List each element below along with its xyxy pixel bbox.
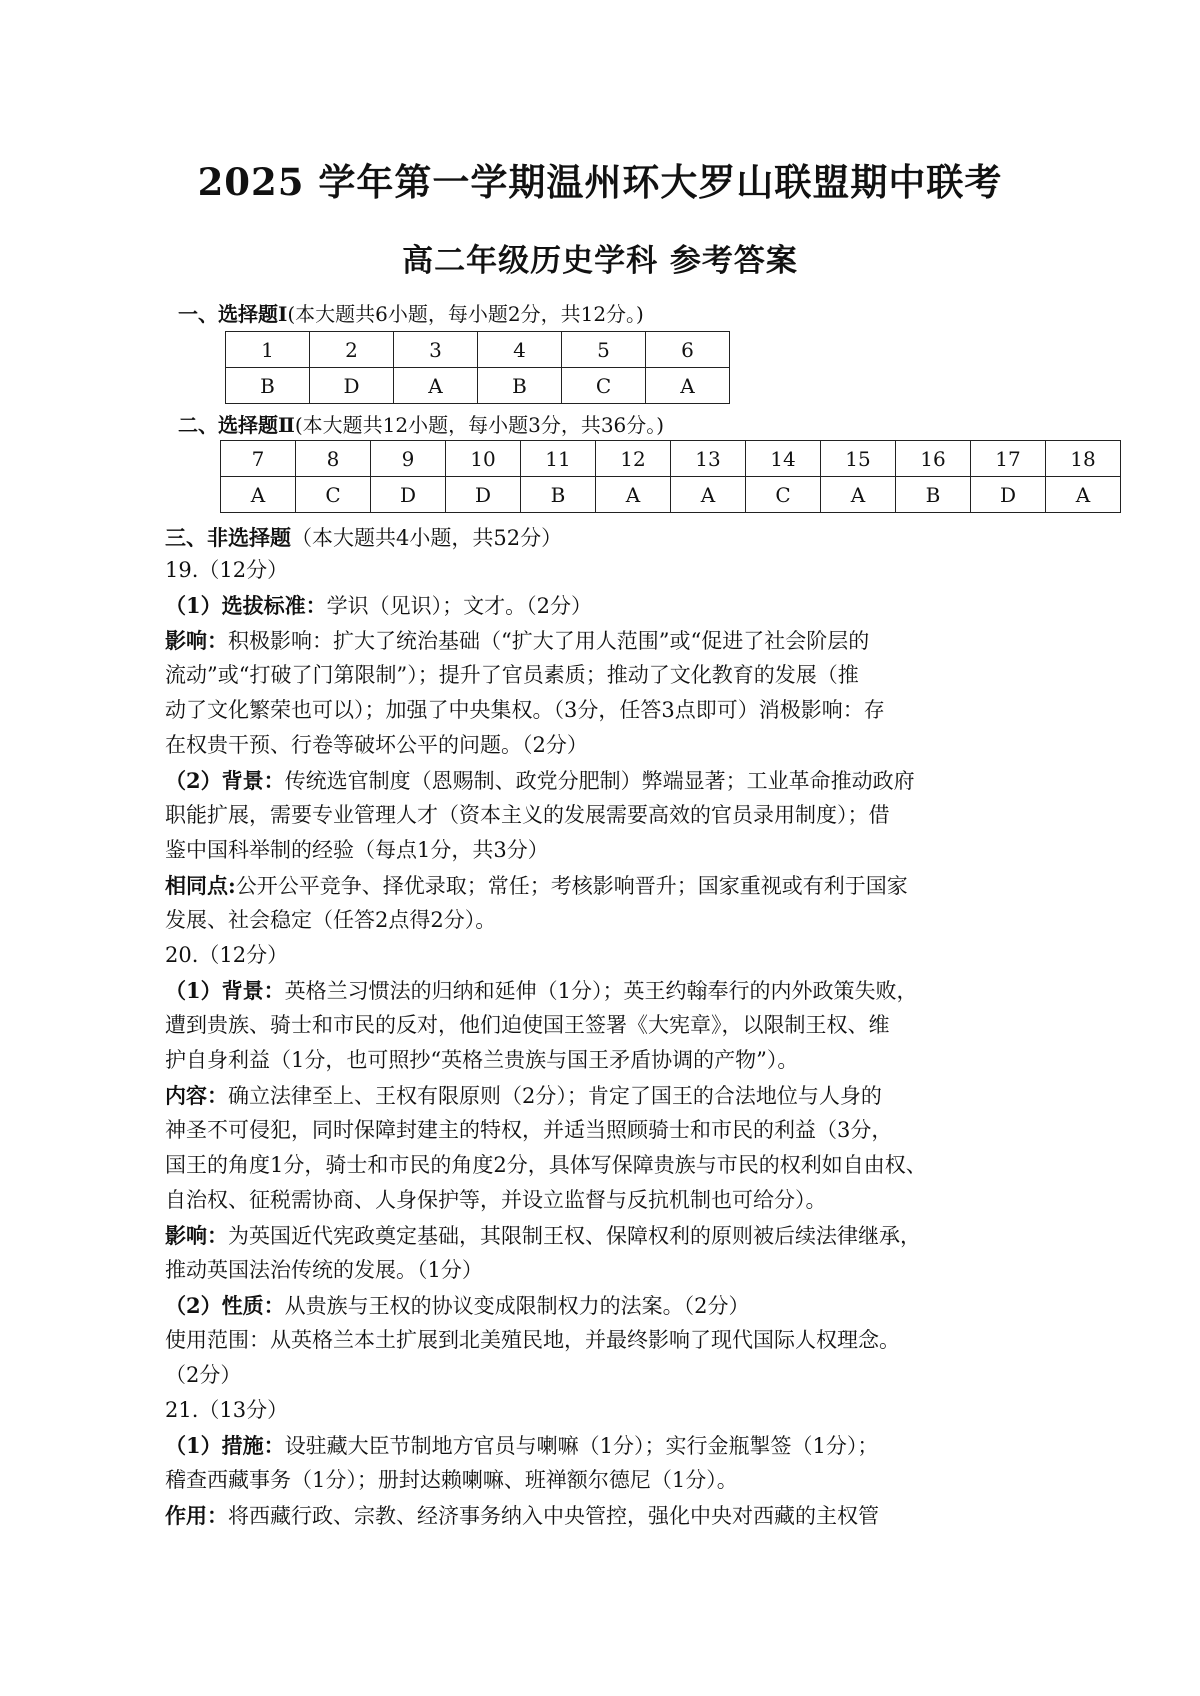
section2-answer-cell: B — [521, 477, 596, 513]
answer-line-text: 学识（见识）；文才。（2分） — [326, 594, 592, 618]
answer-line — [165, 1113, 1065, 1148]
section2-question-number-cell: 15 — [821, 441, 896, 477]
section2-question-number-cell: 18 — [1046, 441, 1121, 477]
answer-line-text: 职能扩展，需要专业管理人才（资本主义的发展需要高效的官员录用制度）；借 — [165, 803, 890, 827]
answer-line — [165, 1008, 1065, 1043]
answer-line — [165, 553, 1065, 588]
answer-line-text: 从贵族与王权的协议变成限制权力的法案。（2分） — [284, 1294, 750, 1318]
section2-answer-cell: C — [296, 477, 371, 513]
answer-line-text: 积极影响：扩大了统治基础（“扩大了用人范围”或“促进了社会阶层的 — [228, 629, 870, 653]
answer-line-text: 国王的角度1分，骑士和市民的角度2分，具体写保障贵族与市民的权利如自由权、 — [165, 1153, 927, 1177]
section2-heading — [178, 409, 664, 438]
answer-line — [165, 1253, 1065, 1288]
section2-answer-row — [221, 477, 1121, 513]
answer-line-label: （1）措施： — [165, 1433, 285, 1458]
answer-line — [165, 658, 1065, 693]
answer-line — [165, 1043, 1065, 1078]
section2-answer-cell: B — [896, 477, 971, 513]
section3-heading — [165, 522, 562, 552]
answer-line — [165, 1078, 1065, 1113]
answer-line-label: （1）背景： — [165, 978, 285, 1003]
answer-line-text: 自治权、征税需协商、人身保护等，并设立监督与反抗机制也可给分）。 — [165, 1188, 827, 1212]
section1-question-number-cell: 3 — [394, 332, 478, 368]
answer-line-label: 影响： — [165, 628, 228, 653]
answer-line — [165, 693, 1065, 728]
answer-line — [165, 903, 1065, 938]
section3-heading-text: （本大题共4小题，共52分） — [291, 526, 563, 550]
answer-line-text: 护自身利益（1分，也可照抄“英格兰贵族与国王矛盾协调的产物”）。 — [165, 1048, 799, 1072]
section1-heading-bold: 一、选择题Ⅰ — [178, 302, 288, 326]
answer-line — [165, 938, 1065, 973]
answer-line-label: 作用： — [165, 1503, 228, 1528]
answer-line-text: 动了文化繁荣也可以）；加强了中央集权。（3分，任答3点即可）消极影响：存 — [165, 698, 885, 722]
section2-answer-cell: A — [221, 477, 296, 513]
section2-answer-table — [220, 440, 1121, 513]
section2-question-number-cell: 16 — [896, 441, 971, 477]
answer-line — [165, 1498, 1065, 1533]
section1-answer-cell: A — [394, 368, 478, 404]
section2-answer-cell: A — [821, 477, 896, 513]
answer-line-label: 影响： — [165, 1223, 228, 1248]
answer-line-text: 遭到贵族、骑士和市民的反对，他们迫使国王签署《大宪章》，以限制王权、维 — [165, 1013, 890, 1037]
section2-question-number-cell: 8 — [296, 441, 371, 477]
section2-answer-cell: A — [671, 477, 746, 513]
section1-answer-table — [225, 331, 730, 404]
section1-answer-cell: D — [310, 368, 394, 404]
section2-answer-cell: D — [446, 477, 521, 513]
answer-line — [165, 1463, 1065, 1498]
section2-heading-bold: 二、选择题Ⅱ — [178, 413, 295, 437]
section1-number-row — [226, 332, 730, 368]
section2-answer-cell: A — [596, 477, 671, 513]
answer-line — [165, 588, 1065, 623]
answer-line-text: （2分） — [165, 1363, 242, 1387]
answer-body — [165, 553, 1065, 1533]
section1-heading — [178, 298, 644, 327]
section2-question-number-cell: 17 — [971, 441, 1046, 477]
section2-number-row — [221, 441, 1121, 477]
section2-heading-text: (本大题共12小题，每小题3分，共36分。) — [294, 413, 665, 437]
answer-line — [165, 1323, 1065, 1358]
section1-answer-cell: A — [646, 368, 730, 404]
section2-question-number-cell: 9 — [371, 441, 446, 477]
answer-line-text: 为英国近代宪政奠定基础，其限制王权、保障权利的原则被后续法律继承， — [228, 1224, 921, 1248]
answer-line-text: 鉴中国科举制的经验（每点1分，共3分） — [165, 838, 549, 862]
answer-line — [165, 1393, 1065, 1428]
answer-line-label: （1）选拔标准： — [165, 593, 327, 618]
answer-line — [165, 798, 1065, 833]
answer-line-text: 发展、社会稳定（任答2点得2分）。 — [165, 908, 497, 932]
answer-line — [165, 1148, 1065, 1183]
answer-line-label: 内容： — [165, 1083, 228, 1108]
section2-question-number-cell: 12 — [596, 441, 671, 477]
answer-line-text: 在权贵干预、行卷等破坏公平的问题。（2分） — [165, 733, 588, 757]
answer-line — [165, 728, 1065, 763]
answer-line — [165, 868, 1065, 903]
section1-heading-text: (本大题共6小题，每小题2分，共12分。) — [287, 302, 644, 326]
answer-line-text: 19.（12分） — [165, 558, 289, 582]
answer-line — [165, 1358, 1065, 1393]
section2-question-number-cell: 14 — [746, 441, 821, 477]
section2-question-number-cell: 7 — [221, 441, 296, 477]
section2-question-number-cell: 13 — [671, 441, 746, 477]
section2-question-number-cell: 11 — [521, 441, 596, 477]
answer-line-text: 英格兰习惯法的归纳和延伸（1分）；英王约翰奉行的内外政策失败， — [284, 979, 918, 1003]
answer-line — [165, 1218, 1065, 1253]
section2-answer-cell: D — [371, 477, 446, 513]
answer-line-text: 使用范围：从英格兰本土扩展到北美殖民地，并最终影响了现代国际人权理念。 — [165, 1328, 900, 1352]
section2-answer-cell: C — [746, 477, 821, 513]
answer-line-text: 流动”或“打破了门第限制”）；提升了官员素质；推动了文化教育的发展（推 — [165, 663, 859, 687]
answer-line-text: 21.（13分） — [165, 1398, 289, 1422]
answer-line-text: 公开公平竞争、择优录取；常任；考核影响晋升；国家重视或有利于国家 — [235, 874, 908, 898]
answer-line — [165, 1183, 1065, 1218]
section2-answer-cell: A — [1046, 477, 1121, 513]
section1-answer-cell: C — [562, 368, 646, 404]
section1-question-number-cell: 1 — [226, 332, 310, 368]
answer-line-text: 将西藏行政、宗教、经济事务纳入中央管控，强化中央对西藏的主权管 — [228, 1504, 879, 1528]
answer-line — [165, 763, 1065, 798]
section1-question-number-cell: 5 — [562, 332, 646, 368]
answer-line-label: （2）性质： — [165, 1293, 285, 1318]
answer-line — [165, 973, 1065, 1008]
answer-line — [165, 1428, 1065, 1463]
section1-question-number-cell: 2 — [310, 332, 394, 368]
answer-line-text: 确立法律至上、王权有限原则（2分）；肯定了国王的合法地位与人身的 — [228, 1084, 882, 1108]
section1-answer-row — [226, 368, 730, 404]
document-title: 2025 学年第一学期温州环大罗山联盟期中联考 — [197, 160, 1003, 204]
answer-line-text: 20.（12分） — [165, 943, 289, 967]
section3-heading-bold: 三、非选择题 — [165, 525, 291, 550]
answer-line-text: 推动英国法治传统的发展。（1分） — [165, 1258, 483, 1282]
document-subtitle: 高二年级历史学科 参考答案 — [402, 243, 798, 279]
section2-answer-cell: D — [971, 477, 1046, 513]
answer-line-label: 相同点: — [165, 873, 236, 898]
answer-line-text: 设驻藏大臣节制地方官员与喇嘛（1分）；实行金瓶掣签（1分）； — [284, 1434, 879, 1458]
section1-answer-cell: B — [478, 368, 562, 404]
answer-line-text: 神圣不可侵犯，同时保障封建主的特权，并适当照顾骑士和市民的利益（3分， — [165, 1118, 893, 1142]
section1-answer-cell: B — [226, 368, 310, 404]
answer-line — [165, 1288, 1065, 1323]
section2-question-number-cell: 10 — [446, 441, 521, 477]
section1-question-number-cell: 4 — [478, 332, 562, 368]
answer-line-text: 稽查西藏事务（1分）；册封达赖喇嘛、班禅额尔德尼（1分）。 — [165, 1468, 738, 1492]
answer-line-label: （2）背景： — [165, 768, 285, 793]
section1-question-number-cell: 6 — [646, 332, 730, 368]
answer-line — [165, 623, 1065, 658]
answer-line — [165, 833, 1065, 868]
answer-line-text: 传统选官制度（恩赐制、政党分肥制）弊端显著；工业革命推动政府 — [284, 769, 915, 793]
